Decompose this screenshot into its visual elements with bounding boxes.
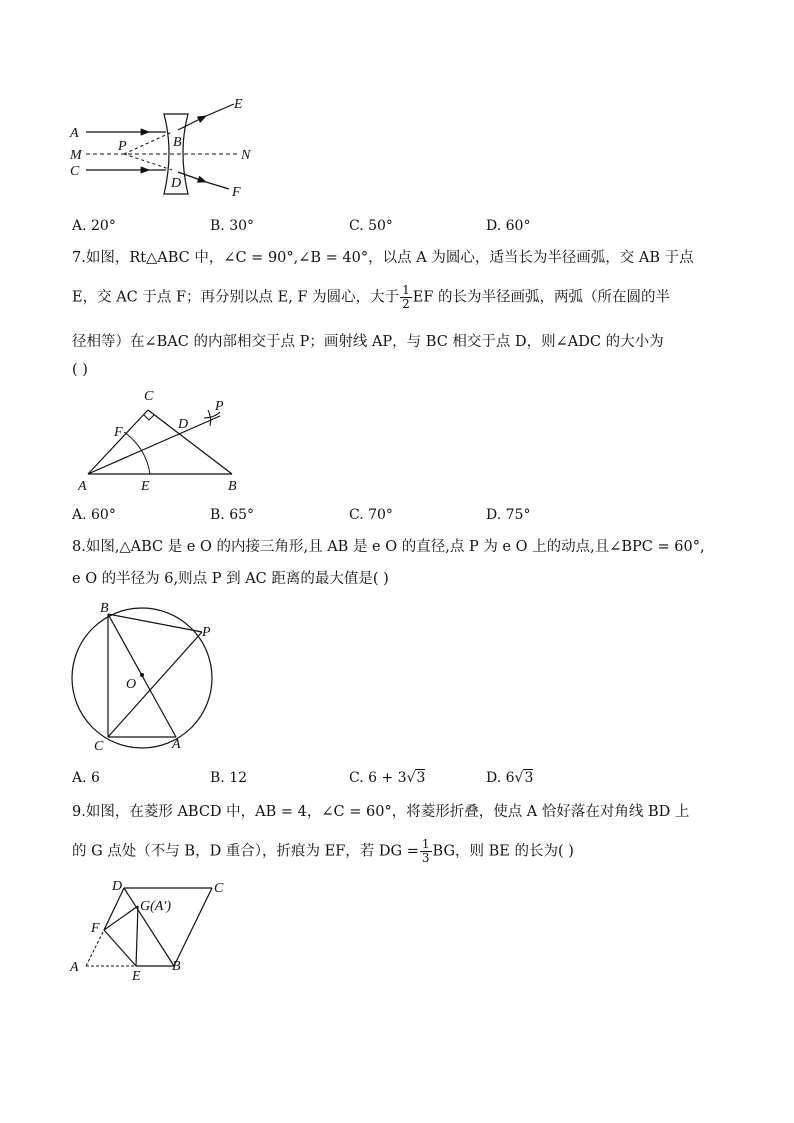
q8-option-a[interactable]: A. 6 <box>72 770 100 786</box>
q7-option-c[interactable]: C. 70° <box>349 507 393 523</box>
q7-option-b[interactable]: B. 65° <box>210 507 255 523</box>
q7-label-E: E <box>141 479 150 494</box>
q6-figure <box>66 92 266 202</box>
q8-label-C: C <box>94 739 104 754</box>
q7-label-C: C <box>144 389 154 404</box>
q8-option-d[interactable] <box>486 770 533 786</box>
q7-frac-num: 1 <box>402 283 410 297</box>
q8-label-B: B <box>100 601 109 616</box>
q6-label-B: B <box>173 135 182 150</box>
q8-option-c-text: C. 6 + 3 <box>349 770 407 786</box>
q9-label-D: D <box>112 879 123 894</box>
q8-label-P: P <box>202 625 211 640</box>
q9-frac-den: 3 <box>421 851 430 865</box>
q7-line-4: ( ) <box>72 362 88 378</box>
q8-option-c-sqrt-sign: √ <box>406 770 416 786</box>
q8-circle-diagram <box>66 596 226 756</box>
q9-line-2 <box>72 838 574 865</box>
q7-line-2a: E，交 AC 于点 F；再分别以点 E, F 为圆心，大于 <box>72 289 400 306</box>
q8-line-2: e O 的半径为 6,则点 P 到 AC 距离的最大值是( ) <box>72 571 389 587</box>
q7-line-2 <box>72 284 670 311</box>
q8-line-1: 8.如图,△ABC 是 e O 的内接三角形,且 AB 是 e O 的直径,点 P 为 e O 上的动点,且∠BPC = 60°, <box>72 539 705 555</box>
q9-label-B: B <box>172 959 181 974</box>
q6-lens-diagram <box>66 92 266 202</box>
q8-figure <box>66 596 226 756</box>
q9-fraction <box>420 838 432 865</box>
q7-line-1: 7.如图，Rt△ABC 中，∠C = 90°,∠B = 40°，以点 A 为圆心，适当长为半径画弧，交 AB 于点 <box>72 250 694 266</box>
q6-label-A: A <box>70 126 79 141</box>
q7-frac-den: 2 <box>402 297 410 311</box>
q6-option-c[interactable]: C. 50° <box>349 218 393 234</box>
q6-label-D: D <box>171 176 182 191</box>
q9-label-C: C <box>214 881 224 896</box>
q7-label-B: B <box>228 479 237 494</box>
q8-option-d-sqrt-sign: √ <box>514 770 524 786</box>
q7-label-A: A <box>78 479 87 494</box>
q7-label-D: D <box>178 417 189 432</box>
q8-option-c-radicand: 3 <box>416 770 426 786</box>
q9-line-1: 9.如图，在菱形 ABCD 中，AB = 4，∠C = 60°，将菱形折叠，使点 A 恰好落在对角线 BD 上 <box>72 804 690 820</box>
q9-line-2b: BG，则 BE 的长为( ) <box>432 843 574 860</box>
q8-option-c[interactable] <box>349 770 425 786</box>
q9-label-A: A <box>70 960 79 975</box>
q7-label-F: F <box>114 425 123 440</box>
q9-figure <box>66 876 236 986</box>
q7-line-2b: EF 的长为半径画弧，两弧（所在圆的半 <box>412 289 671 306</box>
q8-label-A: A <box>172 737 181 752</box>
q6-label-F: F <box>232 185 241 200</box>
q9-label-E: E <box>132 969 141 984</box>
q8-option-d-text: D. 6 <box>486 770 515 786</box>
q7-label-P: P <box>215 399 224 414</box>
q7-option-d[interactable]: D. 75° <box>486 507 531 523</box>
q8-option-b[interactable]: B. 12 <box>210 770 248 786</box>
q8-option-d-radicand: 3 <box>524 770 534 786</box>
q9-frac-num: 1 <box>421 837 430 851</box>
q9-line-2a: 的 G 点处（不与 B，D 重合），折痕为 EF，若 DG = <box>72 843 419 860</box>
q6-label-N: N <box>241 148 251 163</box>
q6-label-M: M <box>70 148 82 163</box>
q6-option-b[interactable]: B. 30° <box>210 218 255 234</box>
q7-triangle-diagram <box>74 386 254 498</box>
q9-label-F: F <box>91 921 100 936</box>
q6-option-a[interactable]: A. 20° <box>72 218 116 234</box>
q6-label-E: E <box>234 97 243 112</box>
q6-option-d[interactable]: D. 60° <box>486 218 531 234</box>
q7-line-3: 径相等）在∠BAC 的内部相交于点 P；画射线 AP，与 BC 相交于点 D，则∠ADC 的大小为 <box>72 334 664 350</box>
q7-fraction <box>400 284 412 311</box>
q7-option-a[interactable]: A. 60° <box>72 507 116 523</box>
q7-figure <box>74 386 254 498</box>
q6-label-C: C <box>70 164 80 179</box>
q9-rhombus-diagram <box>66 876 236 986</box>
q9-label-G: G(A′) <box>140 899 172 914</box>
q6-label-P: P <box>118 139 127 154</box>
q8-label-O: O <box>126 677 137 692</box>
